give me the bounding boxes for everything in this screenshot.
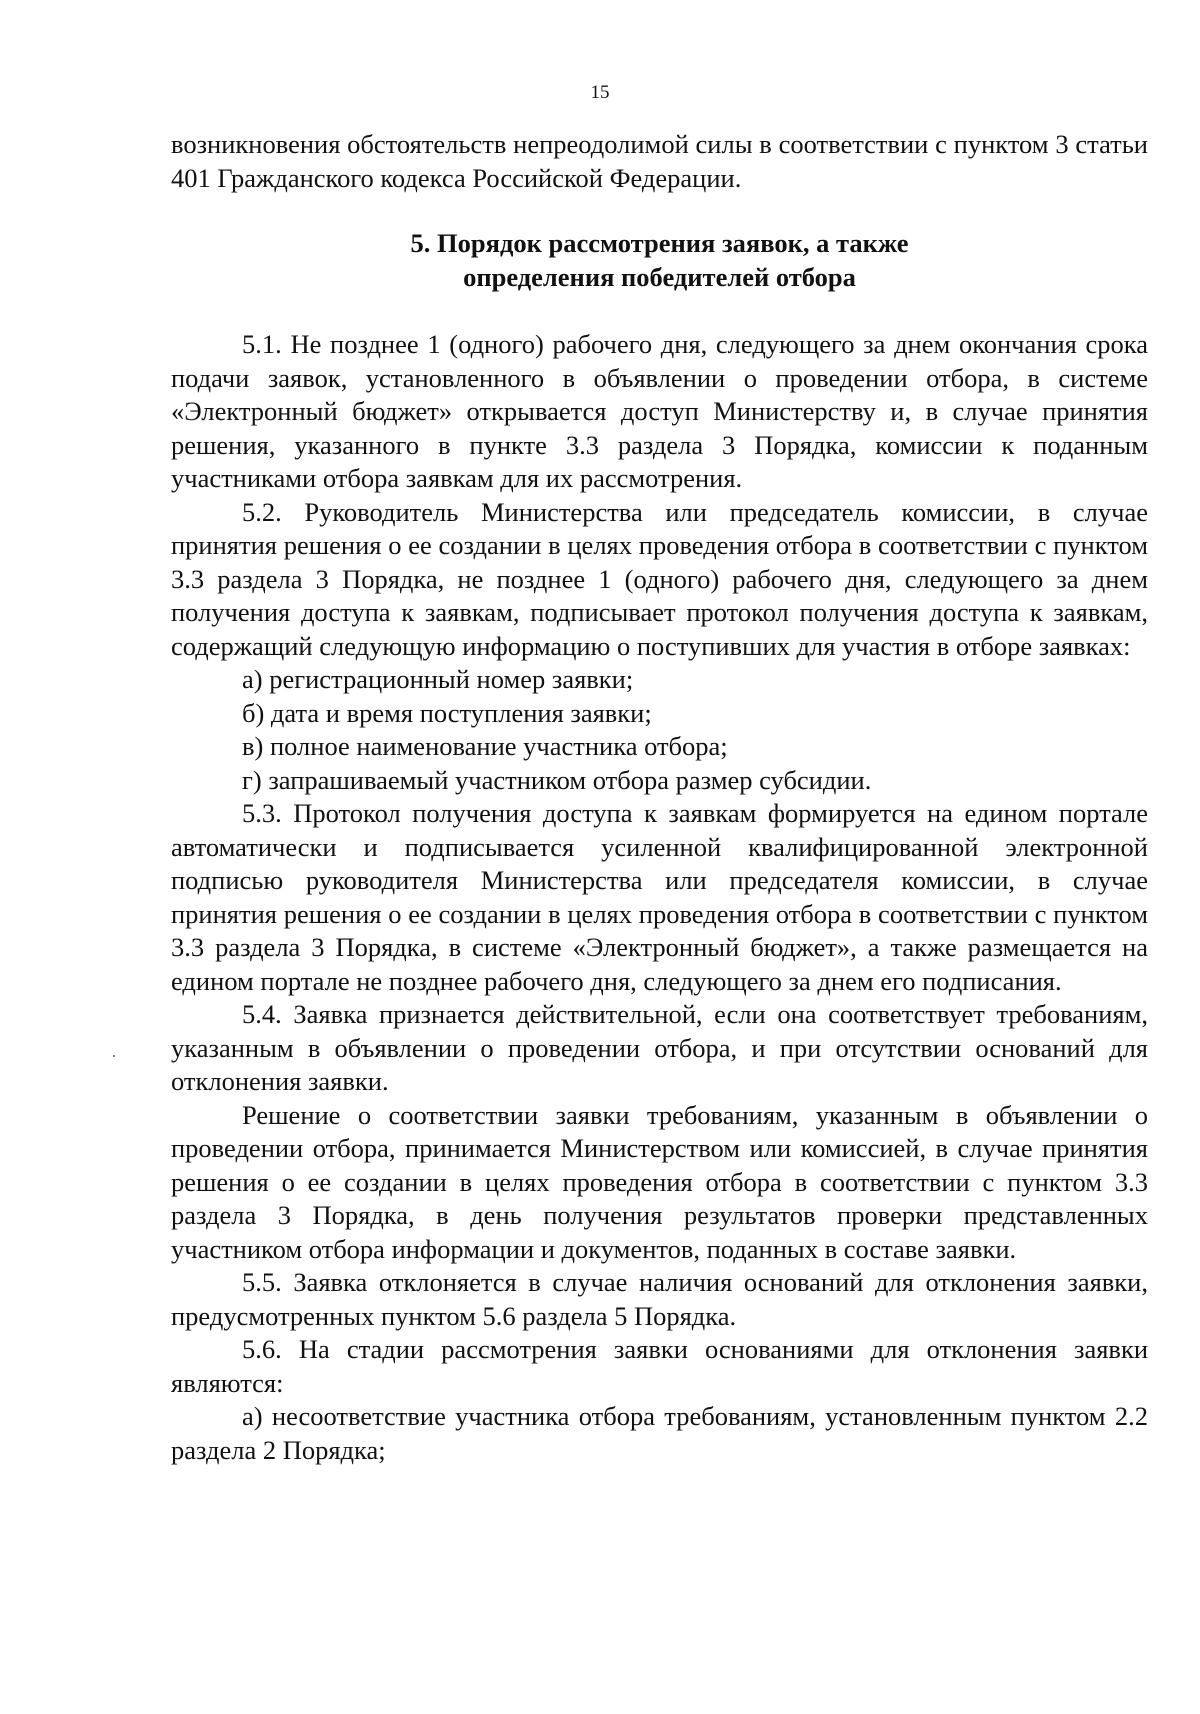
list-item-v: в) полное наименование участника отбора; xyxy=(242,731,728,761)
intro-paragraph: возникновения обстоятельств непреодолимой силы в соответствии с пунктом 3 статьи 401 Гражданского кодекса Российской Федерации. xyxy=(171,129,1148,193)
section-heading xyxy=(171,226,1148,294)
page-number: 15 xyxy=(590,82,610,103)
paragraph-5-6: 5.6. На стадии рассмотрения заявки основаниями для отклонения заявки являются: xyxy=(171,1334,1148,1398)
paragraph-5-4: 5.4. Заявка признается действительной, если она соответствует требованиям, указанным в объявлении о проведении отбора, и при отсутствии оснований для отклонения заявки. xyxy=(171,999,1148,1096)
paragraph-5-3: 5.3. Протокол получения доступа к заявкам формируется на едином портале автоматически и подписывается усиленной квалифицированной электронной подписью руководителя Министерства или председателя комиссии, в случае принятия решения о ее создании в целях проведения отбора в соответствии с пунктом 3.3 раздела 3 Порядка, в системе «Электронный бюджет», а также размещается на едином портале не позднее рабочего дня, следующего за днем его подписания. xyxy=(171,798,1148,996)
section-title-line-1: 5. Порядок рассмотрения заявок, а также xyxy=(410,228,909,258)
list-item-5-6-a: а) несоответствие участника отбора требованиям, установленным пунктом 2.2 раздела 2 Порядка; xyxy=(171,1401,1148,1465)
document-body xyxy=(171,128,1148,1467)
list-item-g: г) запрашиваемый участником отбора размер субсидии. xyxy=(242,764,872,795)
paragraph-5-1: 5.1. Не позднее 1 (одного) рабочего дня, следующего за днем окончания срока подачи заявок, установленного в объявлении о проведении отбора, в системе «Электронный бюджет» открывается доступ Министерству и, в случае принятия решения, указанного в пункте 3.3 раздела 3 Порядка, комиссии к поданным участниками отбора заявкам для их рассмотрения. xyxy=(171,329,1148,493)
section-title-line-2: определения победителей отбора xyxy=(463,262,856,292)
scan-speck xyxy=(113,1055,115,1057)
list-item-a: а) регистрационный номер заявки; xyxy=(242,664,634,694)
list-item-b: б) дата и время поступления заявки; xyxy=(242,697,652,728)
paragraph-5-4-decision: Решение о соответствии заявки требованиям, указанным в объявлении о проведении отбора, принимается Министерством или комиссией, в случае принятия решения о ее создании в целях проведения отбора в соответствии с пунктом 3.3 раздела 3 Порядка, в день получения результатов проверки представленных участником отбора информации и документов, поданных в составе заявки. xyxy=(171,1099,1148,1264)
paragraph-5-2: 5.2. Руководитель Министерства или председатель комиссии, в случае принятия решения о ее создании в целях проведения отбора в соответствии с пунктом 3.3 раздела 3 Порядка, не позднее 1 (одного) рабочего дня, следующего за днем получения доступа к заявкам, подписывает протокол получения доступа к заявкам, содержащий следующую информацию о поступивших для участия в отборе заявках: xyxy=(171,496,1148,661)
paragraph-5-5: 5.5. Заявка отклоняется в случае наличия оснований для отклонения заявки, предусмотренных пунктом 5.6 раздела 5 Порядка. xyxy=(171,1267,1148,1331)
